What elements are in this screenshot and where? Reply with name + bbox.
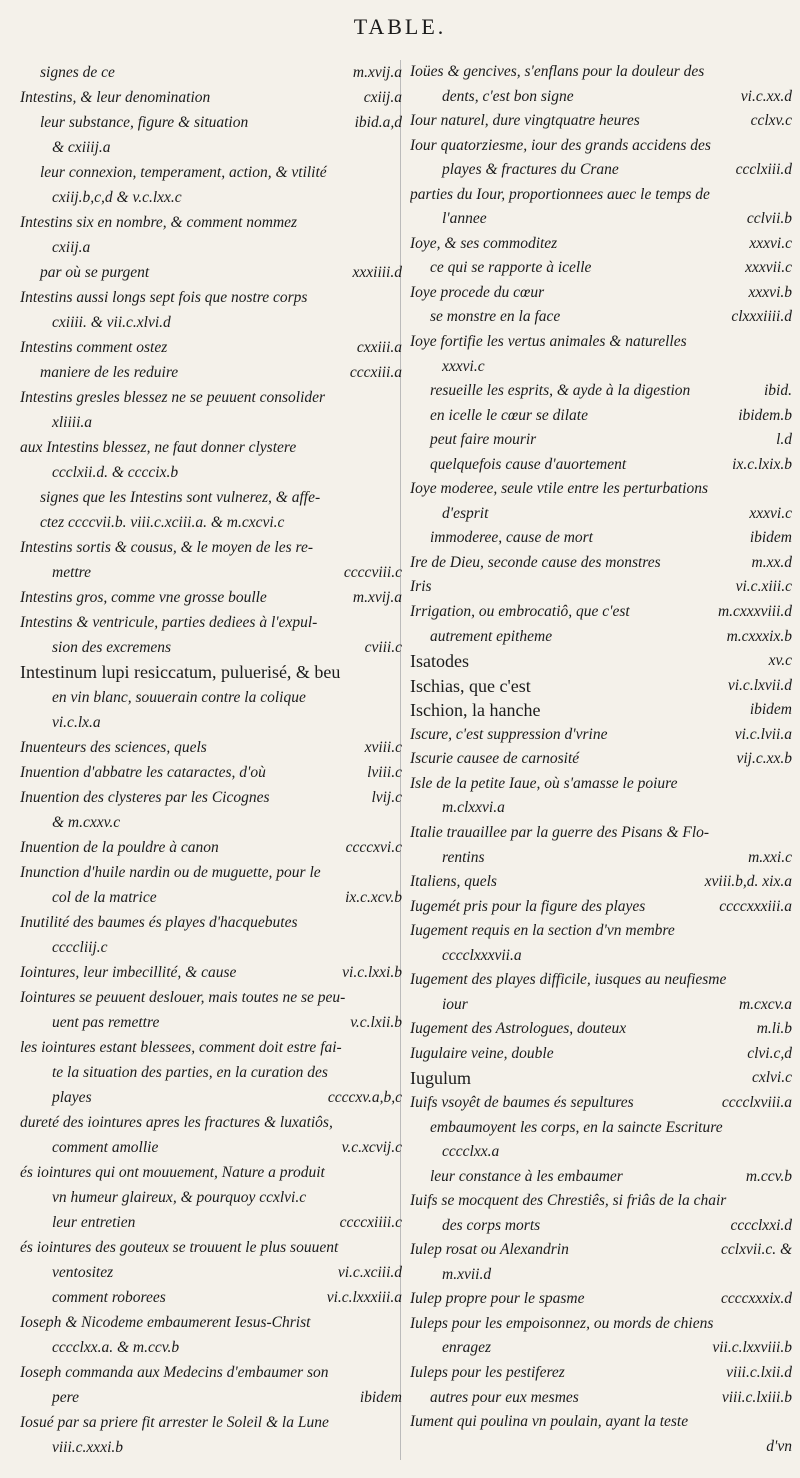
entry-text: immoderee, cause de mort <box>430 529 593 547</box>
entry-text: Iugement requis en la section d'vn membre <box>410 922 675 940</box>
index-entry <box>410 772 792 797</box>
entry-text: cccclxx.a. & m.ccv.b <box>52 1339 180 1356</box>
entry-text: Iuleps pour les pestiferez <box>410 1363 565 1381</box>
entry-text: Intestins sortis & cousus, & le moyen de les re- <box>20 539 314 556</box>
entry-reference: m.xvij.a <box>352 589 402 606</box>
entry-text: vn humeur glaireux, & pourquoy ccxlvi.c <box>52 1189 307 1206</box>
index-entry <box>410 1435 792 1460</box>
entry-reference: v.c.xcvij.c <box>341 1139 402 1156</box>
index-entry <box>20 660 402 685</box>
entry-text: Ioseph & Nicodeme embaumerent Iesus-Christ <box>20 1314 311 1331</box>
index-entry <box>20 485 402 510</box>
entry-text: par où se purgent <box>40 264 150 281</box>
entry-text: Iuifs vsoyêt de baumes és sepultures <box>410 1093 634 1111</box>
entry-reference: cviii.c <box>364 639 402 656</box>
entry-text: iour <box>442 995 468 1013</box>
entry-text: Inunction d'huile nardin ou de muguette, pour le <box>20 864 321 881</box>
entry-text: Inuenteurs des sciences, quels <box>20 739 207 756</box>
entry-text: resueille les esprits, & ayde à la digestion <box>430 382 691 400</box>
index-entry <box>20 185 402 210</box>
entry-text: mettre <box>52 564 92 581</box>
index-entry <box>410 1312 792 1337</box>
entry-text: xliiii.a <box>52 414 93 431</box>
entry-reference: ibidem <box>749 529 792 547</box>
index-entry <box>410 85 792 110</box>
entry-text: parties du Iour, proportionnees auec le temps de <box>410 185 710 203</box>
index-entry <box>20 460 402 485</box>
index-entry <box>20 510 402 535</box>
entry-reference: xv.c <box>768 652 792 670</box>
entry-reference: m.cxcv.a <box>738 995 792 1013</box>
index-entry <box>20 160 402 185</box>
entry-text: autres pour eux mesmes <box>430 1388 579 1406</box>
entry-text: en icelle le cœur se dilate <box>430 406 588 424</box>
entry-text: cccclxxxvii.a <box>442 946 522 964</box>
index-entry <box>410 281 792 306</box>
entry-text: Isle de la petite Iaue, où s'amasse le poiure <box>410 774 678 792</box>
index-entry <box>410 625 792 650</box>
index-entry <box>410 944 792 969</box>
index-entry <box>20 535 402 560</box>
entry-text: leur entretien <box>52 1214 136 1231</box>
entry-text: Iugulaire veine, double <box>410 1044 554 1062</box>
entry-text: se monstre en la face <box>430 308 561 326</box>
index-entry <box>20 610 402 635</box>
index-entry <box>20 410 402 435</box>
entry-text: Irrigation, ou embrocatiô, que c'est <box>410 603 630 621</box>
entry-text: signes que les Intestins sont vulnerez, & affe- <box>40 489 321 506</box>
entry-text: peut faire mourir <box>430 431 537 449</box>
index-entry <box>410 60 792 85</box>
entry-text: Iointures, leur imbecillité, & cause <box>20 964 237 981</box>
index-entry <box>20 110 402 135</box>
index-entry <box>20 760 402 785</box>
entry-reference: cclxvii.c. & <box>721 1241 792 1259</box>
entry-reference: d'vn <box>766 1437 792 1455</box>
index-entry <box>20 1135 402 1160</box>
entry-reference: ccccxvi.c <box>345 839 402 856</box>
index-entry <box>410 723 792 748</box>
index-entry <box>20 785 402 810</box>
entry-text: & cxiiij.a <box>52 139 111 156</box>
entry-reference: viii.c.lxii.d <box>726 1363 792 1381</box>
entry-reference: vi.c.lxxi.b <box>342 964 402 981</box>
index-entry <box>20 685 402 710</box>
entry-text: dureté des iointures apres les fractures & luxatiôs, <box>20 1114 333 1131</box>
entry-reference: xxxvi.c <box>749 234 792 252</box>
entry-reference: m.ccv.b <box>745 1167 792 1185</box>
entry-text: leur connexion, temperament, action, & vtilité <box>40 164 327 181</box>
index-entry <box>410 1091 792 1116</box>
index-entry <box>410 870 792 895</box>
index-entry <box>20 1235 402 1260</box>
entry-reference: cccclxxi.d <box>730 1216 792 1234</box>
entry-text: Iuifs se mocquent des Chrestiês, si friâs de la chair <box>410 1192 727 1210</box>
entry-reference: vi.c.xx.d <box>740 87 792 105</box>
index-entry <box>410 158 792 183</box>
entry-reference: vij.c.xx.b <box>736 750 792 768</box>
entry-text: leur constance à les embaumer <box>430 1167 623 1185</box>
index-entry <box>410 1042 792 1067</box>
entry-text: Intestins comment ostez <box>20 339 168 356</box>
entry-text: maniere de les reduire <box>40 364 179 381</box>
entry-text: Iointures se peuuent deslouer, mais toutes ne se peu- <box>20 989 346 1006</box>
index-entry <box>410 600 792 625</box>
entry-text: quelquefois cause d'auortement <box>430 455 627 473</box>
entry-text: Ischion, la hanche <box>410 700 541 721</box>
entry-text: ccccliij.c <box>52 939 108 956</box>
entry-reference: clvi.c,d <box>747 1044 792 1062</box>
index-entry <box>20 585 402 610</box>
index-entry <box>20 985 402 1010</box>
index-entry <box>20 1110 402 1135</box>
index-entry <box>20 885 402 910</box>
entry-reference: cxlvi.c <box>751 1069 792 1087</box>
index-entry <box>410 698 792 723</box>
index-entry <box>410 1165 792 1190</box>
entry-text: viii.c.xxxi.b <box>52 1439 123 1456</box>
entry-reference: m.li.b <box>756 1020 792 1038</box>
entry-text: Iosué par sa priere fit arrester le Soleil & la Lune <box>20 1414 329 1431</box>
entry-text: rentins <box>442 848 485 866</box>
index-entry <box>20 1360 402 1385</box>
entry-reference: xviii.b,d. xix.a <box>704 873 792 891</box>
index-entry <box>20 435 402 460</box>
entry-text: Inuention des clysteres par les Cicognes <box>20 789 270 806</box>
entry-text: Isatodes <box>410 651 469 672</box>
index-entry <box>410 895 792 920</box>
entry-text: Iugulum <box>410 1068 471 1089</box>
index-entry <box>20 935 402 960</box>
index-entry <box>410 428 792 453</box>
entry-text: des corps morts <box>442 1216 541 1234</box>
entry-text: Intestins & ventricule, parties dediees à l'expul- <box>20 614 318 631</box>
entry-text: Ioye fortifie les vertus animales & naturelles <box>410 333 687 351</box>
entry-reference: xxxvi.b <box>748 283 792 301</box>
index-entry <box>20 1385 402 1410</box>
index-entry <box>410 232 792 257</box>
index-entry <box>20 235 402 260</box>
entry-text: comment roborees <box>52 1289 166 1306</box>
index-entry <box>20 1435 402 1460</box>
entry-text: Inuention d'abbatre les cataractes, d'où <box>20 764 266 781</box>
entry-text: Intestins gros, comme vne grosse boulle <box>20 589 267 606</box>
entry-reference: cccxiii.a <box>349 364 402 381</box>
entry-text: xxxvi.c <box>442 357 485 375</box>
entry-reference: lvij.c <box>371 789 402 806</box>
index-entry <box>410 919 792 944</box>
index-entry <box>20 260 402 285</box>
entry-text: Intestins six en nombre, & comment nommez <box>20 214 298 231</box>
entry-reference: vi.c.lvii.a <box>734 725 792 743</box>
index-entry <box>410 1263 792 1288</box>
index-entry <box>410 109 792 134</box>
entry-text: embaumoyent les corps, en la saincte Escriture <box>430 1118 723 1136</box>
index-entry <box>410 355 792 380</box>
index-entry <box>410 551 792 576</box>
entry-text: aux Intestins blessez, ne faut donner clystere <box>20 439 297 456</box>
index-entry <box>410 968 792 993</box>
entry-text: en vin blanc, souuerain contre la colique <box>52 689 306 706</box>
entry-text: te la situation des parties, en la curation des <box>52 1064 328 1081</box>
entry-text: Intestins, & leur denomination <box>20 89 211 106</box>
index-entry <box>410 1410 792 1435</box>
entry-text: playes <box>52 1089 92 1106</box>
entry-text: Iris <box>410 578 432 596</box>
entry-text: & m.cxxv.c <box>52 814 121 831</box>
index-entry <box>410 1287 792 1312</box>
entry-reference: ccccxv.a,b,c <box>327 1089 402 1106</box>
index-entry <box>20 710 402 735</box>
index-entry <box>410 526 792 551</box>
index-entry <box>410 305 792 330</box>
entry-text: Ioye moderee, seule vtile entre les perturbations <box>410 480 708 498</box>
index-entry <box>410 575 792 600</box>
index-entry <box>410 674 792 699</box>
entry-reference: vi.c.lxvii.d <box>727 676 792 694</box>
entry-reference: ix.c.xcv.b <box>345 889 402 906</box>
page-header: TABLE. <box>353 14 447 39</box>
entry-reference: vi.c.lxxxiii.a <box>326 1289 402 1306</box>
index-entry <box>20 1285 402 1310</box>
entry-text: d'esprit <box>442 504 489 522</box>
index-entry <box>20 810 402 835</box>
entry-reference: vi.c.xciii.d <box>337 1264 402 1281</box>
index-entry <box>410 134 792 159</box>
entry-reference: v.c.lxii.b <box>350 1014 402 1031</box>
entry-text: Iscurie causee de carnosité <box>410 750 580 768</box>
entry-text: Iulep propre pour le spasme <box>410 1290 585 1308</box>
index-entry <box>410 1140 792 1165</box>
index-entry <box>410 1189 792 1214</box>
entry-reference: cclxv.c <box>750 112 792 130</box>
index-entry <box>20 735 402 760</box>
index-entry <box>410 477 792 502</box>
entry-text: Inuention de la pouldre à canon <box>20 839 219 856</box>
entry-reference: lviii.c <box>367 764 402 781</box>
entry-text: Intestinum lupi resiccatum, puluerisé, & beu <box>20 662 341 682</box>
index-entry <box>410 649 792 674</box>
index-entry <box>20 835 402 860</box>
entry-text: col de la matrice <box>52 889 157 906</box>
entry-reference: xviii.c <box>364 739 402 756</box>
index-entry <box>20 1185 402 1210</box>
index-entry <box>410 379 792 404</box>
index-entry <box>20 135 402 160</box>
entry-reference: m.xx.d <box>751 553 792 571</box>
index-entry <box>410 993 792 1018</box>
index-entry <box>410 453 792 478</box>
entry-text: Intestins aussi longs sept fois que nostre corps <box>20 289 308 306</box>
entry-reference: ibid.a,d <box>354 114 402 131</box>
index-entry <box>20 1335 402 1360</box>
index-entry <box>20 1035 402 1060</box>
index-entry <box>20 60 402 85</box>
index-entry <box>20 635 402 660</box>
entry-reference: ibidem.b <box>738 406 792 424</box>
entry-text: cccclxx.a <box>442 1143 500 1161</box>
entry-reference: ccccxiiii.c <box>339 1214 402 1231</box>
index-entry <box>20 560 402 585</box>
entry-reference: ibidem <box>359 1389 402 1406</box>
index-entry <box>20 385 402 410</box>
entry-text: Iuleps pour les empoisonnez, ou mords de chiens <box>410 1314 714 1332</box>
entry-text: leur substance, figure & situation <box>40 114 249 131</box>
index-entry <box>410 1386 792 1411</box>
entry-text: pere <box>52 1389 79 1406</box>
entry-text: comment amollie <box>52 1139 159 1156</box>
entry-reference: l.d <box>776 431 792 449</box>
index-entry <box>410 1017 792 1042</box>
entry-text: és iointures des gouteux se trouuent le plus souuent <box>20 1239 339 1256</box>
entry-reference: ccclxiii.d <box>735 161 792 179</box>
entry-text: Iument qui poulina vn poulain, ayant la teste <box>410 1413 689 1431</box>
entry-text: enragez <box>442 1339 492 1357</box>
entry-text: Iulep rosat ou Alexandrin <box>410 1241 569 1259</box>
index-entry <box>410 747 792 772</box>
entry-reference: xxxvi.c <box>749 504 792 522</box>
entry-reference: cccclxviii.a <box>721 1093 792 1111</box>
entry-text: Iugement des playes difficile, iusques au neufiesme <box>410 971 727 989</box>
entry-reference: ccccxxxiii.a <box>719 897 792 915</box>
index-entry <box>410 404 792 429</box>
entry-text: ce qui se rapporte à icelle <box>430 259 592 277</box>
entry-reference: m.xxi.c <box>748 848 792 866</box>
index-entry <box>410 183 792 208</box>
entry-text: Iscure, c'est suppression d'vrine <box>410 725 608 743</box>
index-entry <box>410 846 792 871</box>
entry-text: Ischias, que c'est <box>410 675 531 696</box>
entry-reference: ix.c.lxix.b <box>732 455 792 473</box>
index-entry <box>410 330 792 355</box>
entry-reference: cxxiii.a <box>356 339 402 356</box>
entry-text: és iointures qui ont mouuement, Nature a produit <box>20 1164 325 1181</box>
entry-text: Ioües & gencives, s'enflans pour la douleur des <box>410 63 705 80</box>
index-entry <box>20 960 402 985</box>
index-entry <box>20 860 402 885</box>
right-column <box>410 60 792 1459</box>
entry-text: Iugement des Astrologues, douteux <box>410 1020 627 1038</box>
index-entry <box>20 1410 402 1435</box>
entry-text: uent pas remettre <box>52 1014 160 1031</box>
index-entry <box>410 796 792 821</box>
index-entry <box>410 256 792 281</box>
entry-text: vi.c.lx.a <box>52 714 101 731</box>
entry-reference: vi.c.xiii.c <box>735 578 792 596</box>
entry-reference: cclvii.b <box>746 210 792 228</box>
entry-text: Ire de Dieu, seconde cause des monstres <box>410 553 661 571</box>
entry-text: Italiens, quels <box>410 873 497 891</box>
entry-reference: ibid. <box>764 382 792 400</box>
index-entry <box>20 85 402 110</box>
index-entry <box>410 502 792 527</box>
index-entry <box>20 310 402 335</box>
index-entry <box>20 1310 402 1335</box>
index-entry <box>410 1066 792 1091</box>
entry-text: cxiij.a <box>52 239 91 256</box>
index-entry <box>20 1210 402 1235</box>
entry-text: autrement epitheme <box>430 627 553 645</box>
index-entry <box>20 1260 402 1285</box>
entry-text: ctez ccccvii.b. viii.c.xciii.a. & m.cxcvi.c <box>40 514 285 531</box>
entry-reference: m.xvij.a <box>352 64 402 81</box>
entry-text: Ioseph commanda aux Medecins d'embaumer son <box>20 1364 329 1381</box>
index-entry <box>410 207 792 232</box>
entry-reference: ibidem <box>749 701 792 719</box>
entry-text: dents, c'est bon signe <box>442 87 574 105</box>
entry-text: cxiiii. & vii.c.xlvi.d <box>52 314 171 331</box>
index-entry <box>20 1160 402 1185</box>
index-entry <box>20 1085 402 1110</box>
entry-text: m.clxxvi.a <box>442 799 505 817</box>
entry-reference: clxxxiiii.d <box>731 308 792 326</box>
entry-reference: xxxiiii.d <box>352 264 402 281</box>
entry-text: sion des excremens <box>52 639 172 656</box>
index-entry <box>410 1336 792 1361</box>
entry-text: Ioye procede du cœur <box>410 283 545 301</box>
entry-text: playes & fractures du Crane <box>442 161 619 179</box>
entry-text: m.xvii.d <box>442 1265 492 1283</box>
entry-reference: m.cxxxix.b <box>726 627 792 645</box>
index-entry <box>410 1238 792 1263</box>
index-entry <box>20 910 402 935</box>
entry-text: Intestins gresles blessez ne se peuuent consolider <box>20 389 326 406</box>
index-entry <box>410 1214 792 1239</box>
entry-reference: xxxvii.c <box>745 259 792 277</box>
index-entry <box>410 821 792 846</box>
index-entry <box>410 1116 792 1141</box>
index-entry <box>20 360 402 385</box>
entry-reference: vii.c.lxxviii.b <box>712 1339 792 1357</box>
entry-text: ventositez <box>52 1264 114 1281</box>
entry-text: Iour naturel, dure vingtquatre heures <box>410 112 640 130</box>
index-entry <box>20 1010 402 1035</box>
index-entry <box>410 1361 792 1386</box>
index-entry <box>20 285 402 310</box>
entry-text: Inutilité des baumes és playes d'hacquebutes <box>20 914 298 931</box>
entry-text: Italie trauaillee par la guerre des Pisans & Flo- <box>410 823 710 841</box>
entry-reference: cxiij.a <box>363 89 402 106</box>
entry-reference: viii.c.lxiii.b <box>721 1388 792 1406</box>
index-entry <box>20 1060 402 1085</box>
index-entry <box>20 335 402 360</box>
entry-text: cxiij.b,c,d & v.c.lxx.c <box>52 189 182 206</box>
entry-reference: ccccviii.c <box>343 564 402 581</box>
entry-text: ccclxii.d. & ccccix.b <box>52 464 179 481</box>
entry-reference: m.cxxxviii.d <box>717 603 792 621</box>
index-entry <box>20 210 402 235</box>
entry-reference: ccccxxxix.d <box>721 1290 792 1308</box>
entry-text: Ioye, & ses commoditez <box>410 234 558 252</box>
entry-text: les iointures estant blessees, comment doit estre fai- <box>20 1039 342 1056</box>
left-column <box>20 60 402 1460</box>
entry-text: signes de ce <box>40 64 115 81</box>
entry-text: l'annee <box>442 210 487 228</box>
entry-text: Iugemét pris pour la figure des playes <box>410 897 646 915</box>
entry-text: Iour quatorziesme, iour des grands accidens des <box>410 136 711 154</box>
